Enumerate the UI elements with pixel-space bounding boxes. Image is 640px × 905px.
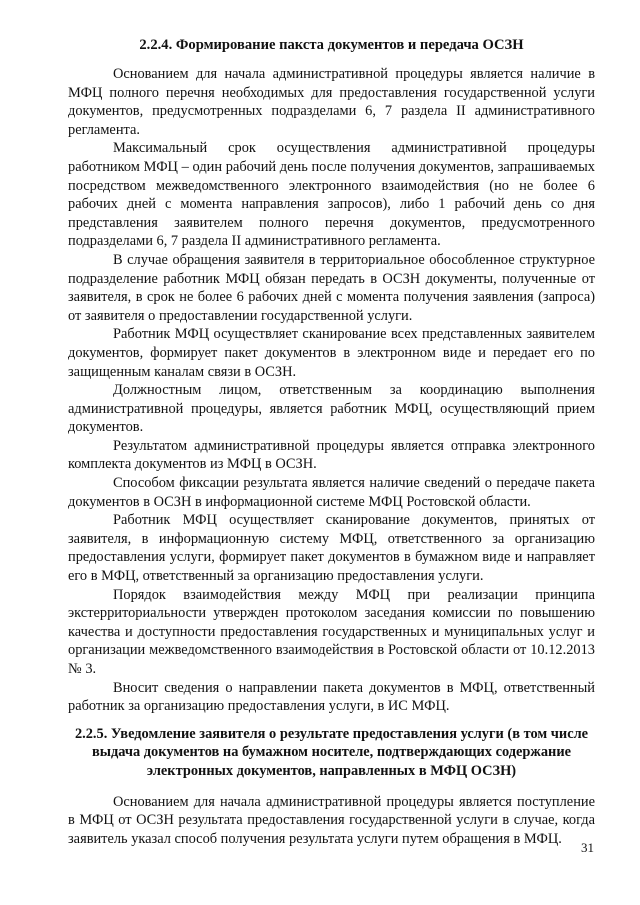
section-body: [68, 793, 595, 849]
page-number: 31: [581, 840, 594, 855]
paragraph: Основанием для начала административной процедуры является поступление в МФЦ от ОСЗН результата предоставления государственной услуги в случае, когда заявитель указал способ получения результата услуги путем обращения в МФЦ.: [68, 793, 595, 847]
paragraph: В случае обращения заявителя в территориальное обособленное структурное подразделение работник МФЦ обязан передать в ОСЗН документы, полученные от заявителя, в срок не более 6 рабочих дней с момента получения заявления (запроса) от заявителя о предоставлении государственной услуги.: [68, 251, 595, 324]
section-heading: 2.2.4. Формирование пакста документов и передача ОСЗН: [139, 37, 524, 53]
section-body: [68, 65, 595, 716]
document-page: [68, 36, 595, 848]
paragraph: Способом фиксации результата является наличие сведений о передаче пакета документов в ОСЗН в информационной системе МФЦ Ростовской области.: [68, 475, 595, 510]
paragraph: Должностным лицом, ответственным за координацию выполнения административной процедуры, является работник МФЦ, осуществляющий прием документов.: [68, 382, 595, 436]
paragraph: Вносит сведения о направлении пакета документов в МФЦ, ответственный работник за организацию предоставления услуги, в ИС МФЦ.: [68, 679, 595, 715]
paragraph: Порядок взаимодействия между МФЦ при реализации принципа экстерриториальности утвержден протоколом заседания комиссии по повышению качества и доступности предоставления государственных и муниципальных услуг и организации межведомственного взаимодействия в Ростовской области от 10.12.2013 № 3.: [68, 586, 595, 677]
paragraph: Основанием для начала административной процедуры является наличие в МФЦ полного перечня необходимых для предоставления государственной услуги документов, предусмотренных подразделами 6, 7 раздела II административного регламента.: [68, 66, 595, 138]
paragraph: Работник МФЦ осуществляет сканирование всех представленных заявителем документов, формирует пакет документов в электронном виде и передает его по защищенным каналам связи в ОСЗН.: [68, 326, 595, 380]
paragraph: Результатом административной процедуры является отправка электронного комплекта документов из МФЦ в ОСЗН.: [68, 437, 595, 473]
paragraph: Максимальный срок осуществления административной процедуры работником МФЦ – один рабочий день после получения документов, запрашиваемых посредством межведомственного электронного взаимодействия (но не более 6 рабочих дней с момента направления запросов), либо 1 рабочий день со дня представления заявителем полного перечня документов, предусмотренного подразделами 6, 7 раздела II административного регламента.: [68, 140, 595, 250]
paragraph: Работник МФЦ осуществляет сканирование документов, принятых от заявителя, в информационную систему МФЦ, ответственного за организацию предоставления услуги, формирует пакет документов в бумажном виде и направляет его в МФЦ, ответственный за организацию предоставления услуги.: [68, 512, 595, 585]
section-heading: 2.2.5. Уведомление заявителя о результате предоставления услуги (в том числе выдача документов на бумажном носителе, подтверждающих содержание электронных документов, направленных в МФЦ ОСЗН): [74, 725, 589, 779]
